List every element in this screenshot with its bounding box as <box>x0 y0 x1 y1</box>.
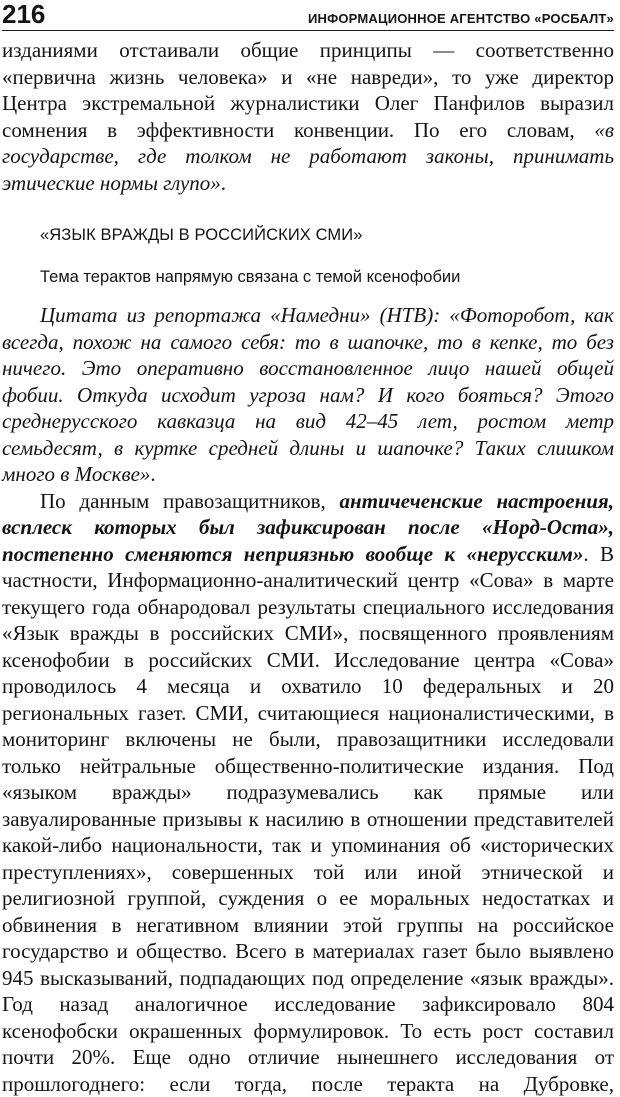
quote-intro: Цитата из репортажа «Намедни» (НТВ): <box>40 303 449 327</box>
paragraph-sova-research <box>2 488 614 1097</box>
page-number: 216 <box>2 0 45 28</box>
subheading: Тема терактов напрямую связана с темой ксенофобии <box>40 266 614 288</box>
punctuation: . <box>150 462 155 486</box>
paragraph-text: изданиями отстаивали общие принципы — соответственно «первична жизнь человека» и «не навреди», то уже директор Центра экстремальной журналистики Олег Панфилов выразил сомнения в эффективности конвенции. По его словам, <box>2 38 614 142</box>
emphasized-text: античеченские настроения, всплеск которых был зафиксирован после «Норд-Оста», постепенно сменяются неприязнью вообще к «нерусским» <box>2 489 614 566</box>
paragraph-text: . В частности, Информационно-аналитический центр «Сова» в марте текущего года обнародовал результаты специального исследования «Язык вражды в российских СМИ», посвященного проявлениям ксенофобии в российских СМИ. Исследование центра «Сова» проводилось 4 месяца и охватило 10 федеральных и 20 региональных газет. СМИ, считающиеся националистическими, в мониторинг включены не были, правозащитники исследовали только нейтральные общественно-политические издания. Под «языком вражды» подразумевались как прямые или завуалированные призывы к насилию в отношении представителей какой-либо национальности, так и упоминания об «исторических преступлениях», совершенных той или иной этнической и религиозной группой, суждения о ее моральных недостатках и обвинения в негативном влиянии этой группы на российское государство и общество. Всего в материалах газет было выявлено 945 высказываний, подпадающих под определение «язык вражды». Год назад аналогичное исследование зафиксировало 804 ксенофобски окрашенных формулировок. То есть рост составил почти 20%. Еще одно отличие нынешнего исследования от прошлогоднего: если тогда, после теракта на Дубровке, <box>2 542 614 1096</box>
paragraph-lead: По данным правозащитников, <box>40 489 340 513</box>
running-header <box>2 0 614 31</box>
namedni-quote: «Фоторобот, как всегда, похож на самого себя: то в шапочке, то в кепке, то без ничего. Это оперативно восстановленное лицо нашей общей фобии. Откуда исходит угроза нам? И кого бояться? Этого среднерусского кавказца на вид 42–45 лет, ростом метр семьдесят, в куртке средней длины и шапочке? Таких слишком много в Москве» <box>2 303 614 486</box>
paragraph-panfilov <box>2 37 614 196</box>
page-body <box>2 37 614 1097</box>
paragraph-namedni-quote <box>2 302 614 488</box>
panfilov-quote: «в государстве, где толком не работают законы, принимать этические нормы глупо» <box>2 118 614 195</box>
punctuation: . <box>221 171 226 195</box>
section-heading: «ЯЗЫК ВРАЖДЫ В РОССИЙСКИХ СМИ» <box>40 224 614 246</box>
running-header-title: ИНФОРМАЦИОННОЕ АГЕНТСТВО «РОСБАЛТ» <box>308 5 614 33</box>
